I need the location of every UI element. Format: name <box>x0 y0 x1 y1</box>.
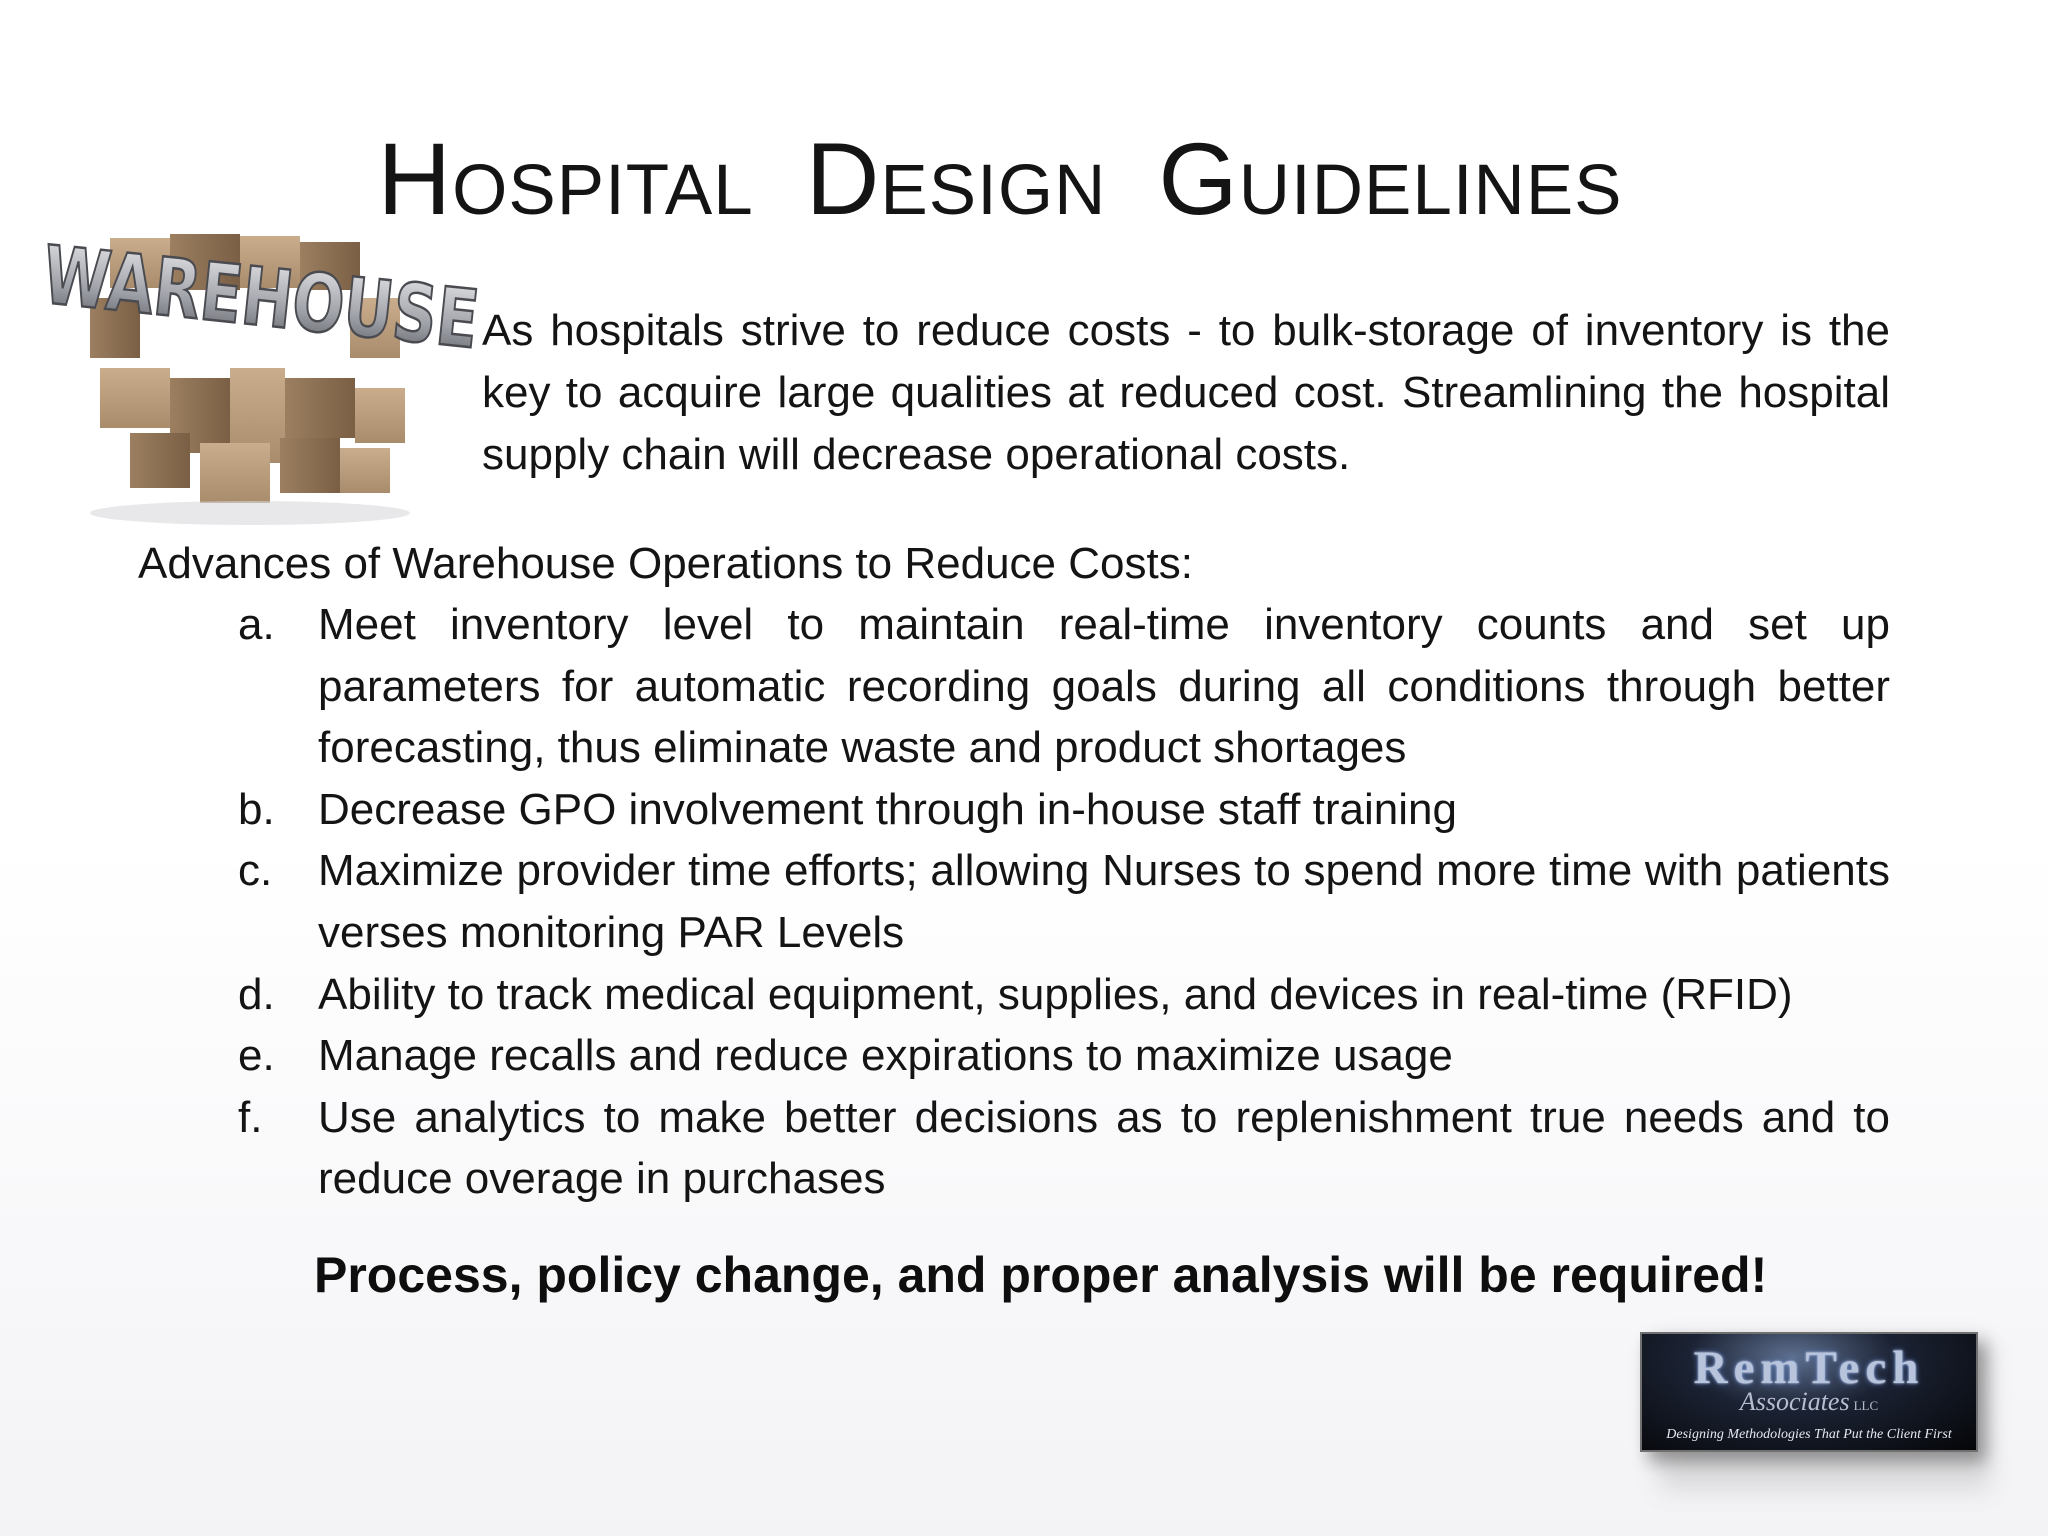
list-marker: f. <box>238 1092 263 1142</box>
logo-tagline: Designing Methodologies That Put the Client First <box>1666 1427 1952 1442</box>
list-item <box>238 840 1890 963</box>
company-logo <box>1640 1332 1978 1452</box>
list-item <box>238 594 1890 779</box>
svg-text:WAREHOUSE: WAREHOUSE <box>38 228 483 367</box>
list-marker: d. <box>238 969 275 1019</box>
list-text: Decrease GPO involvement through in-house staff training <box>318 784 1457 834</box>
warehouse-boxes-image <box>38 228 483 528</box>
slide-title <box>0 122 2000 236</box>
callout-statement: Process, policy change, and proper analysis will be required! <box>314 1247 1768 1303</box>
list-text: Ability to track medical equipment, supplies, and devices in real-time (RFID) <box>318 969 1793 1019</box>
list-marker: e. <box>238 1031 275 1081</box>
list-text: Manage recalls and reduce expirations to maximize usage <box>318 1031 1453 1081</box>
list-item <box>238 964 1890 1026</box>
section-heading: Advances of Warehouse Operations to Reduce Costs: <box>138 539 1193 588</box>
list-marker: a. <box>238 600 275 649</box>
list-text: Meet inventory level to maintain real-time inventory counts and set up parameters for automatic recording goals during all conditions through better forecasting, thus eliminate waste and product shortages <box>318 600 1890 773</box>
intro-paragraph: As hospitals strive to reduce costs - to bulk-storage of inventory is the key to acquire large qualities at reduced cost. Streamlining the hospital supply chain will decrease operational costs. <box>482 306 1890 479</box>
logo-subtitle <box>1642 1387 1976 1418</box>
list-marker: c. <box>238 846 273 896</box>
list-item <box>238 779 1890 841</box>
list-marker: b. <box>238 784 275 834</box>
list-text: Maximize provider time efforts; allowing Nurses to spend more time with patients verses monitoring PAR Levels <box>318 846 1890 957</box>
title-word: Design <box>805 122 1107 236</box>
title-word: Hospital <box>377 122 754 236</box>
logo-llc: LLC <box>1853 1398 1879 1413</box>
title-word: Guidelines <box>1158 122 1623 236</box>
logo-sub-text: Associates <box>1739 1387 1850 1416</box>
list-item <box>238 1025 1890 1087</box>
advances-list <box>238 594 1890 1210</box>
list-text: Use analytics to make better decisions as to replenishment true needs and to reduce overage in purchases <box>318 1092 1890 1204</box>
logo-name: RemTech <box>1693 1342 1925 1394</box>
list-item <box>238 1087 1890 1210</box>
